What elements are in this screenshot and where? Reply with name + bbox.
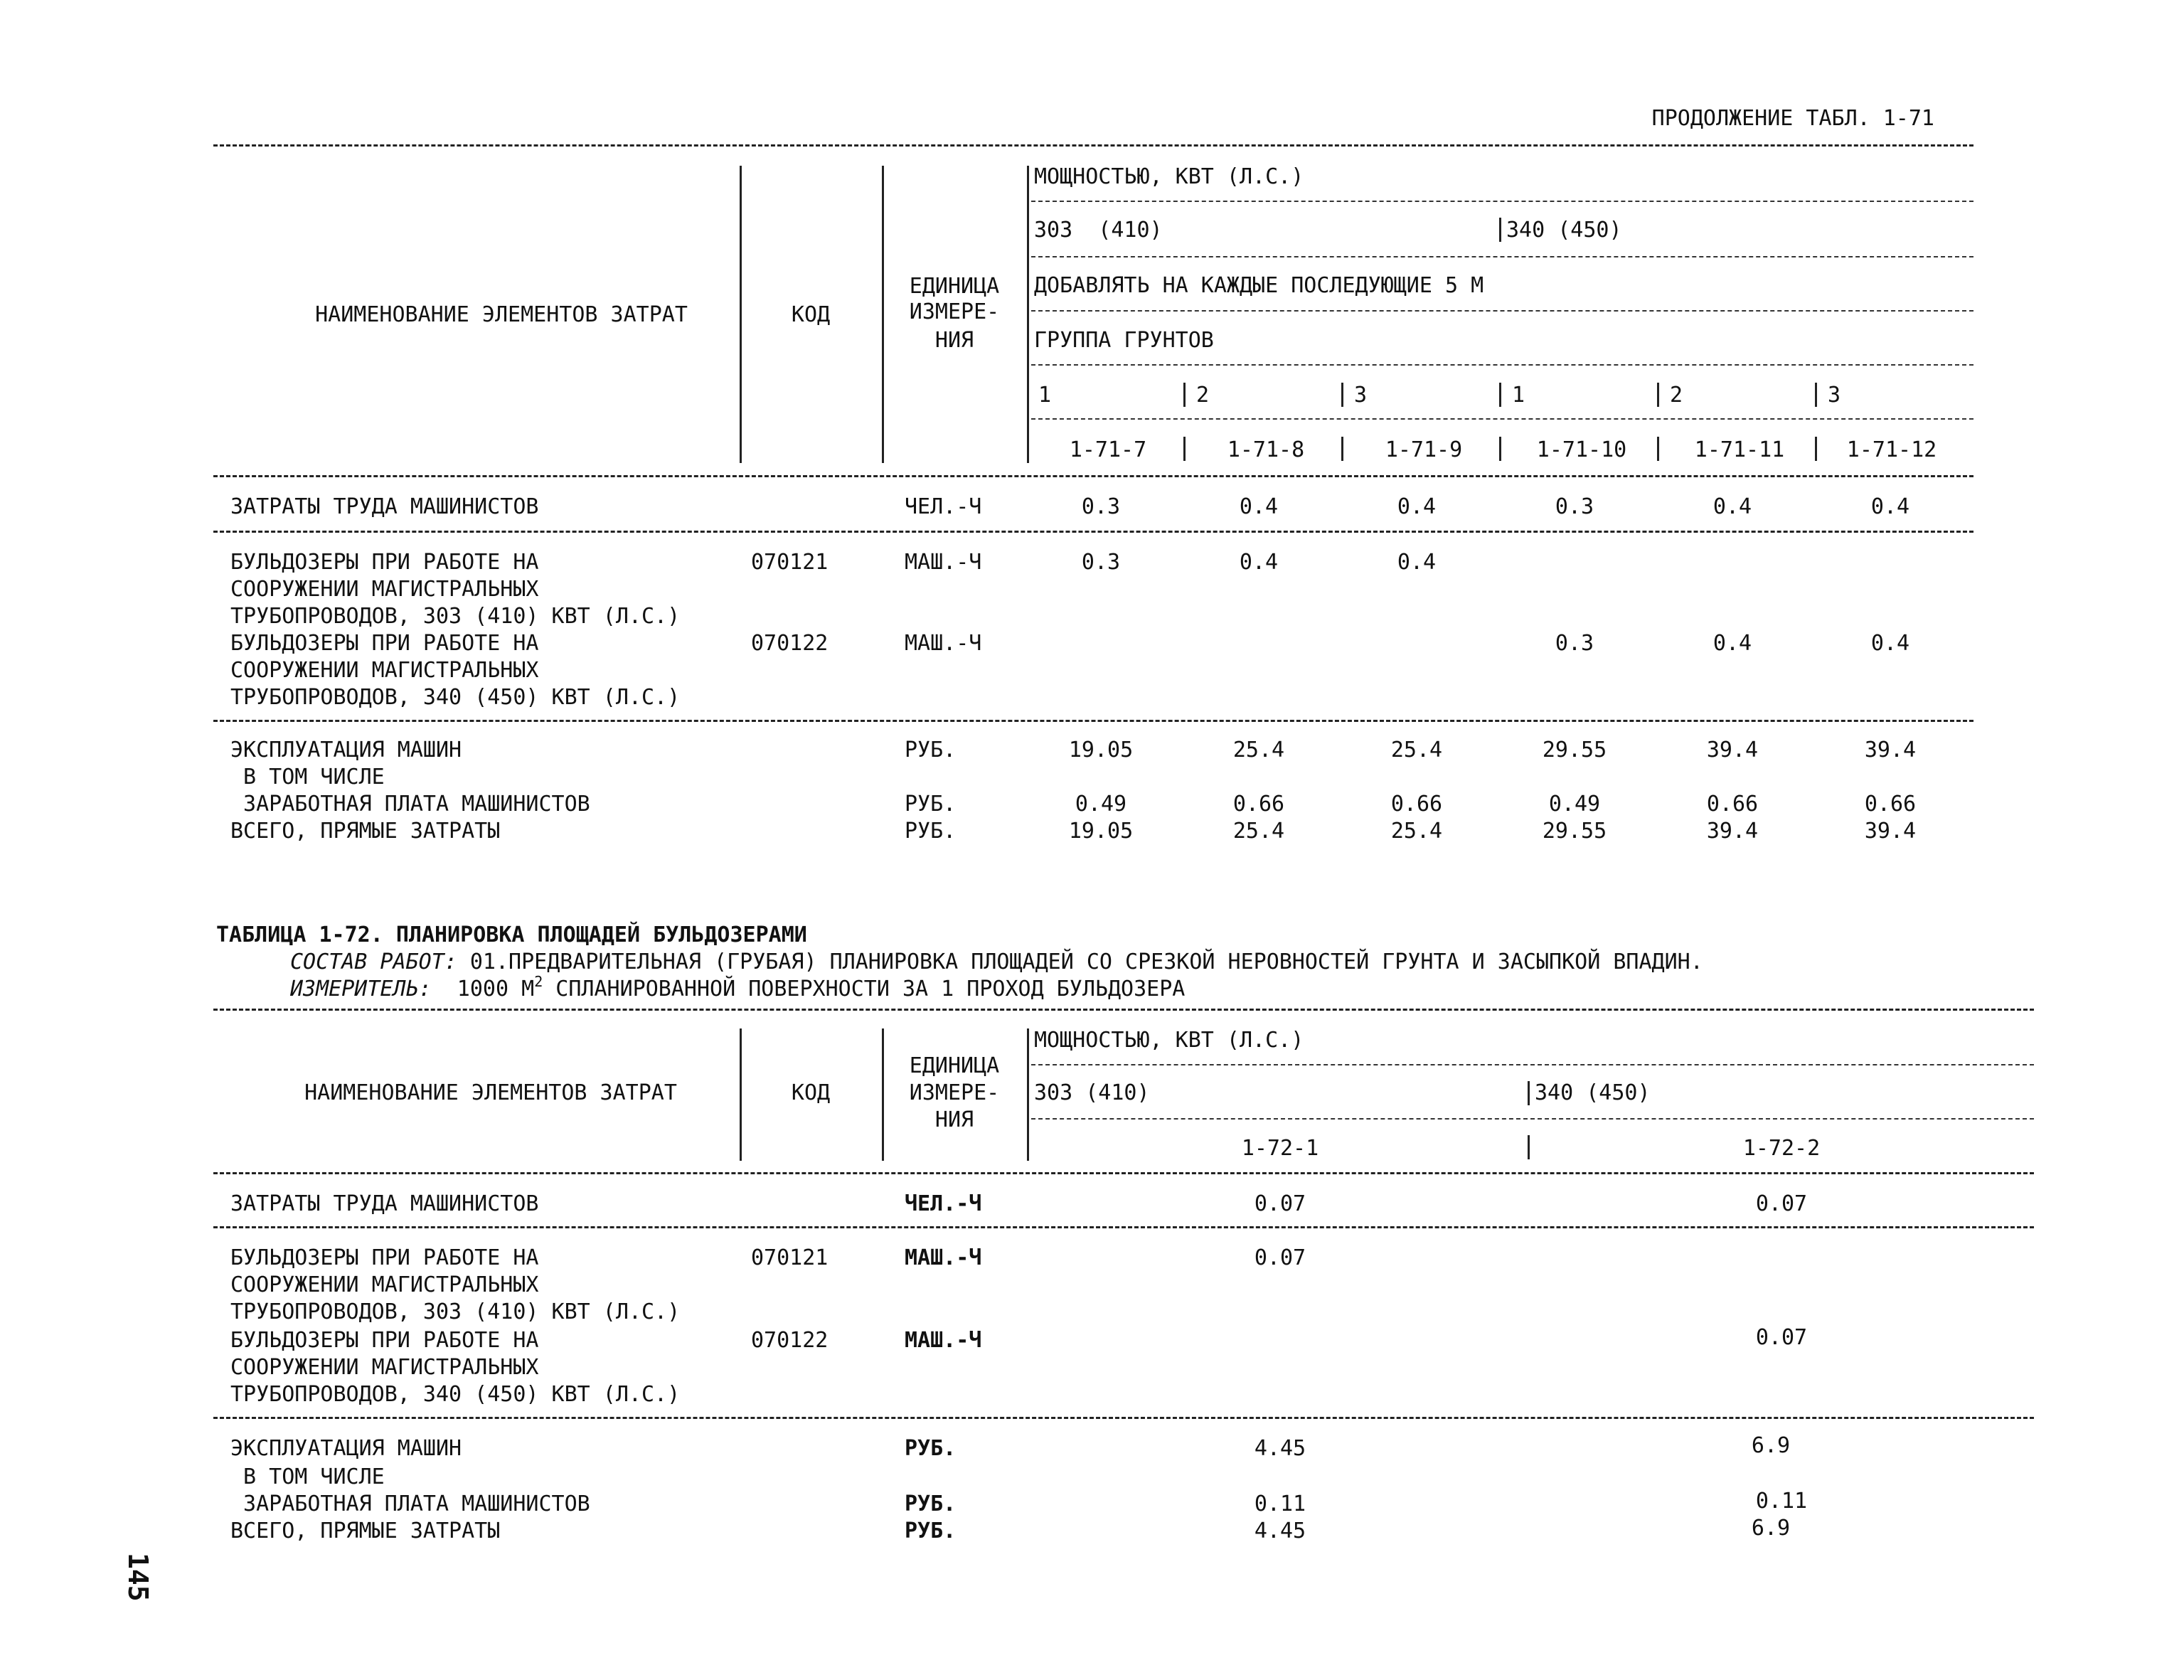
table1-head-rule-4 [1031,364,1973,366]
table1-group-sep-3 [1341,383,1343,407]
table2-machine1-line3: ТРУБОПРОВОДОВ, 303 (410) КВТ (Л.С.) [230,1299,681,1324]
table1-code-1: 1-71-7 [1069,437,1147,462]
table2-measure-pre: 1000 М [431,977,535,1001]
table1-head-add: ДОБАВЛЯТЬ НА КАЖДЫЕ ПОСЛЕДУЮЩИЕ 5 М [1034,273,1484,298]
table1-cost3-v5: 0.66 [1706,792,1759,817]
table1-code-2: 1-71-8 [1227,437,1305,462]
table1-cost1-v2: 25.4 [1232,738,1285,762]
table1-group-sep-6 [1815,383,1817,407]
table2-cost3-name: ЗАРАБОТНАЯ ПЛАТА МАШИНИСТОВ [230,1492,590,1516]
table1-cost1-v3: 25.4 [1390,738,1443,762]
table1-machine1-line2: СООРУЖЕНИИ МАГИСТРАЛЬНЫХ [230,577,539,602]
table1-labor-v1: 0.3 [1081,494,1121,519]
table2-vline-code [882,1028,884,1161]
table1-head-code: КОД [791,302,831,327]
table2-machine1-unit: МАШ.-Ч [905,1245,982,1270]
table2-composition-text: 01.ПРЕДВАРИТЕЛЬНАЯ (ГРУБАЯ) ПЛАНИРОВКА ПЛОЩАДЕЙ СО СРЕЗКОЙ НЕРОВНОСТЕЙ ГРУНТА И ЗАСЫПКОЙ ВПАДИН. [457,950,1703,974]
table2-cost4-v2: 6.9 [1751,1516,1791,1541]
table1-labor-v5: 0.4 [1712,494,1752,519]
table1-labor-name: ЗАТРАТЫ ТРУДА МАШИНИСТОВ [230,494,539,519]
table1-machine1-line3: ТРУБОПРОВОДОВ, 303 (410) КВТ (Л.С.) [230,604,681,629]
table1-head-vline-power [1499,218,1501,242]
table2-measure [290,973,1186,1001]
table2-machine1-line1: БУЛЬДОЗЕРЫ ПРИ РАБОТЕ НА [230,1245,539,1270]
table2-head-vline-power [1528,1081,1530,1105]
table2-labor-name: ЗАТРАТЫ ТРУДА МАШИНИСТОВ [230,1191,539,1216]
table1-code-3: 1-71-9 [1385,437,1463,462]
table1-cost4-unit: РУБ. [905,819,957,844]
table2-machine2-line2: СООРУЖЕНИИ МАГИСТРАЛЬНЫХ [230,1355,539,1380]
table1-head-unit-1: ЕДИНИЦА [909,274,1000,299]
table2-code-2: 1-72-2 [1742,1136,1821,1161]
table1-machine2-line3: ТРУБОПРОВОДОВ, 340 (450) КВТ (Л.С.) [230,685,681,710]
table1-cost1-unit: РУБ. [905,738,957,762]
table2-cost1-unit: РУБ. [905,1436,957,1461]
table1-cost4-v1: 19.05 [1068,819,1134,844]
table2-machine2-code: 070122 [751,1328,829,1353]
table1-cost3-v1: 0.49 [1075,792,1127,817]
table1-machine1-v3: 0.4 [1397,550,1437,575]
table1-group-5: 2 [1670,383,1683,408]
table1-head-unit-3: НИЯ [934,328,974,353]
table1-cost1-v1: 19.05 [1068,738,1134,762]
table2-vline-unit [1027,1028,1029,1161]
table1-vline-unit [1027,166,1029,463]
continuation-note: ПРОДОЛЖЕНИЕ ТАБЛ. 1-71 [1651,106,1934,131]
table1-head-rule-5 [1031,418,1973,420]
table2-composition [290,952,1703,973]
table1-cost1-v4: 29.55 [1542,738,1607,762]
table1-cost4-v6: 39.4 [1864,819,1917,844]
table1-group-sep-4 [1499,383,1501,407]
table2-top-rule [213,1009,2034,1011]
table1-labor-v2: 0.4 [1239,494,1279,519]
table2-machine1-code: 070121 [751,1245,829,1270]
table2-vline-name [740,1028,742,1161]
table2-cost3-v2: 0.11 [1755,1489,1808,1514]
table1-code-sep-4 [1499,437,1501,461]
table2-rule-after-machines [213,1417,2034,1419]
table2-cost4-unit: РУБ. [905,1519,957,1543]
table1-head-rule-2 [1031,256,1973,257]
table1-group-4: 1 [1512,383,1525,408]
table2-head-power: МОЩНОСТЬЮ, КВТ (Л.С.) [1034,1028,1304,1053]
table1-machine1-line1: БУЛЬДОЗЕРЫ ПРИ РАБОТЕ НА [230,550,539,575]
table1-head-power: МОЩНОСТЬЮ, КВТ (Л.С.) [1034,164,1304,189]
table1-head-name: НАИМЕНОВАНИЕ ЭЛЕМЕНТОВ ЗАТРАТ [315,302,688,327]
table1-cost4-name: ВСЕГО, ПРЯМЫЕ ЗАТРАТЫ [230,819,501,844]
table1-machine2-v5: 0.4 [1712,631,1752,656]
table2-code-1: 1-72-1 [1241,1136,1319,1161]
table1-group-sep-5 [1657,383,1659,407]
table1-code-sep-6 [1815,437,1817,461]
table1-labor-v6: 0.4 [1870,494,1910,519]
table1-head-group: ГРУППА ГРУНТОВ [1034,328,1214,353]
table2-cost3-v1: 0.11 [1254,1492,1306,1516]
table1-cost4-v3: 25.4 [1390,819,1443,844]
table2-head-power-a: 303 (410) [1034,1080,1150,1105]
table2-cost1-name: ЭКСПЛУАТАЦИЯ МАШИН [230,1436,462,1461]
table1-labor-v3: 0.4 [1397,494,1437,519]
table1-cost3-v2: 0.66 [1232,792,1285,817]
table1-cost1-v6: 39.4 [1864,738,1917,762]
table2-head-unit-1: ЕДИНИЦА [909,1053,1000,1078]
table2-cost1-v2: 6.9 [1751,1433,1791,1458]
table1-cost3-unit: РУБ. [905,792,957,817]
table2-measure-label: ИЗМЕРИТЕЛЬ: [290,977,432,1001]
table2-rule-after-labor [213,1226,2034,1228]
table1-code-sep-3 [1341,437,1343,461]
table1-machine2-v6: 0.4 [1870,631,1910,656]
table1-cost4-v5: 39.4 [1706,819,1759,844]
table1-vline-code [882,166,884,463]
table1-group-6: 3 [1828,383,1841,408]
table2-labor-v2: 0.07 [1755,1191,1808,1216]
table1-code-4: 1-71-10 [1536,437,1627,462]
table1-machine2-unit: МАШ.-Ч [905,631,982,656]
table2-machine1-v1: 0.07 [1254,1245,1306,1270]
table2-machine2-line1: БУЛЬДОЗЕРЫ ПРИ РАБОТЕ НА [230,1328,539,1353]
table2-machine2-line3: ТРУБОПРОВОДОВ, 340 (450) КВТ (Л.С.) [230,1382,681,1407]
table1-machine2-v4: 0.3 [1555,631,1594,656]
table1-rule-after-labor [213,531,1973,533]
table1-head-power-a: 303 (410) [1034,218,1163,243]
table1-code-sep-2 [1183,437,1186,461]
table2-labor-unit: ЧЕЛ.-Ч [905,1191,982,1216]
table2-cost2-name: В ТОМ ЧИСЛЕ [230,1464,385,1489]
table2-machine2-unit: МАШ.-Ч [905,1328,982,1353]
table1-cost3-v3: 0.66 [1390,792,1443,817]
table1-top-rule [213,144,1973,147]
table2-head-code: КОД [791,1080,831,1105]
table2-cost3-unit: РУБ. [905,1492,957,1516]
table2-machine1-line2: СООРУЖЕНИИ МАГИСТРАЛЬНЫХ [230,1272,539,1297]
table2-measure-sup: 2 [534,973,543,990]
table1-code-5: 1-71-11 [1694,437,1785,462]
table1-machine1-code: 070121 [751,550,829,575]
table2-head-power-b: 340 (450) [1535,1080,1651,1105]
table2-cost4-name: ВСЕГО, ПРЯМЫЕ ЗАТРАТЫ [230,1519,501,1543]
table1-machine1-v2: 0.4 [1239,550,1279,575]
table1-code-sep-5 [1657,437,1659,461]
table1-group-3: 3 [1354,383,1368,408]
table1-head-bottom-rule [213,475,1973,477]
table2-title: ТАБЛИЦА 1-72. ПЛАНИРОВКА ПЛОЩАДЕЙ БУЛЬДОЗЕРАМИ [216,923,807,947]
table2-labor-v1: 0.07 [1254,1191,1306,1216]
table2-head-unit-2: ИЗМЕРЕ- [909,1080,1000,1105]
table1-machine1-v1: 0.3 [1081,550,1121,575]
table1-group-1: 1 [1038,383,1052,408]
table1-rule-after-machines [213,720,1973,722]
table2-measure-post: СПЛАНИРОВАННОЙ ПОВЕРХНОСТИ ЗА 1 ПРОХОД БУЛЬДОЗЕРА [543,977,1186,1001]
table2-head-bottom-rule [213,1172,2034,1174]
table2-machine2-v2: 0.07 [1755,1325,1808,1350]
table1-labor-v4: 0.3 [1555,494,1594,519]
table1-head-rule-1 [1031,201,1973,202]
table1-machine1-unit: МАШ.-Ч [905,550,982,575]
table1-head-power-b: 340 (450) [1506,218,1622,243]
table1-machine2-code: 070122 [751,631,829,656]
table1-head-rule-3 [1031,310,1973,312]
table1-head-unit-2: ИЗМЕРЕ- [909,299,1000,324]
table1-machine2-line1: БУЛЬДОЗЕРЫ ПРИ РАБОТЕ НА [230,631,539,656]
table2-head-unit-3: НИЯ [934,1107,974,1132]
page-number: 145 [122,1553,154,1602]
table1-cost3-name: ЗАРАБОТНАЯ ПЛАТА МАШИНИСТОВ [230,792,590,817]
table1-cost1-v5: 39.4 [1706,738,1759,762]
table1-cost1-name: ЭКСПЛУАТАЦИЯ МАШИН [230,738,462,762]
table1-machine2-line2: СООРУЖЕНИИ МАГИСТРАЛЬНЫХ [230,658,539,683]
table2-head-rule-2 [1031,1118,2034,1120]
table1-cost2-name: В ТОМ ЧИСЛЕ [230,765,385,790]
table1-cost4-v4: 29.55 [1542,819,1607,844]
table2-cost1-v1: 4.45 [1254,1436,1306,1461]
table2-head-rule-1 [1031,1064,2034,1065]
table2-composition-label: СОСТАВ РАБОТ: [290,950,457,974]
table1-code-6: 1-71-12 [1846,437,1937,462]
table1-cost4-v2: 25.4 [1232,819,1285,844]
table1-labor-unit: ЧЕЛ.-Ч [905,494,982,519]
table2-head-name: НАИМЕНОВАНИЕ ЭЛЕМЕНТОВ ЗАТРАТ [304,1080,677,1105]
table1-cost3-v6: 0.66 [1864,792,1917,817]
table1-group-2: 2 [1196,383,1210,408]
table1-group-sep-2 [1183,383,1186,407]
table2-cost4-v1: 4.45 [1254,1519,1306,1543]
table1-cost3-v4: 0.49 [1548,792,1601,817]
table2-code-sep [1528,1135,1530,1159]
table1-vline-name [740,166,742,463]
